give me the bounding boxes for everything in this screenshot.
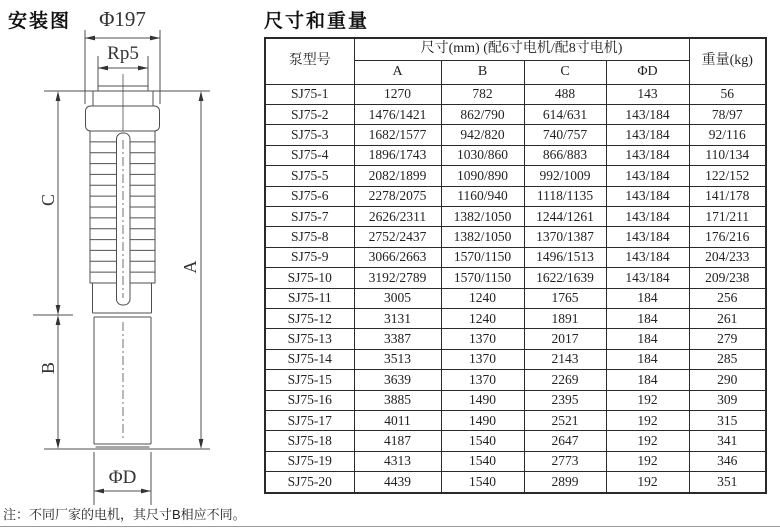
value-cell: 2626/2311: [354, 206, 441, 226]
value-cell: 92/116: [689, 125, 766, 145]
value-cell: 204/233: [689, 247, 766, 267]
model-cell: SJ75-1: [265, 84, 354, 104]
dim-label-c: C: [37, 194, 58, 207]
table-row: [265, 472, 766, 493]
dim-label-thread: Rp5: [107, 43, 139, 64]
value-cell: 2521: [524, 411, 606, 431]
model-cell: SJ75-17: [265, 411, 354, 431]
value-cell: 1540: [441, 431, 524, 451]
value-cell: 2269: [524, 370, 606, 390]
value-cell: 192: [606, 472, 689, 493]
value-cell: 1540: [441, 451, 524, 471]
model-cell: SJ75-8: [265, 227, 354, 247]
value-cell: 309: [689, 390, 766, 410]
value-cell: 782: [441, 84, 524, 104]
value-cell: 171/211: [689, 206, 766, 226]
value-cell: 143/184: [606, 104, 689, 124]
value-cell: 1370: [441, 370, 524, 390]
dim-label-bottom-diameter: ΦD: [108, 467, 137, 488]
dim-label-b: B: [37, 362, 58, 375]
model-cell: SJ75-20: [265, 472, 354, 493]
value-cell: 192: [606, 411, 689, 431]
value-cell: 3131: [354, 308, 441, 328]
value-cell: 1160/940: [441, 186, 524, 206]
model-cell: SJ75-6: [265, 186, 354, 206]
model-cell: SJ75-18: [265, 431, 354, 451]
spec-table: [264, 37, 767, 494]
value-cell: 3639: [354, 370, 441, 390]
table-row: [265, 104, 766, 124]
value-cell: 346: [689, 451, 766, 471]
value-cell: 261: [689, 308, 766, 328]
model-cell: SJ75-12: [265, 308, 354, 328]
model-cell: SJ75-4: [265, 145, 354, 165]
model-cell: SJ75-15: [265, 370, 354, 390]
header-dim-b: B: [441, 60, 524, 84]
value-cell: 1896/1743: [354, 145, 441, 165]
table-row: [265, 227, 766, 247]
value-cell: 3387: [354, 329, 441, 349]
value-cell: 315: [689, 411, 766, 431]
value-cell: 143: [606, 84, 689, 104]
value-cell: 942/820: [441, 125, 524, 145]
value-cell: 992/1009: [524, 166, 606, 186]
value-cell: 1891: [524, 308, 606, 328]
model-cell: SJ75-14: [265, 349, 354, 369]
value-cell: 351: [689, 472, 766, 493]
value-cell: 488: [524, 84, 606, 104]
table-row: [265, 206, 766, 226]
value-cell: 866/883: [524, 145, 606, 165]
value-cell: 78/97: [689, 104, 766, 124]
value-cell: 290: [689, 370, 766, 390]
value-cell: 2143: [524, 349, 606, 369]
value-cell: 184: [606, 288, 689, 308]
value-cell: 184: [606, 370, 689, 390]
model-cell: SJ75-19: [265, 451, 354, 471]
value-cell: 1622/1639: [524, 268, 606, 288]
value-cell: 2752/2437: [354, 227, 441, 247]
value-cell: 143/184: [606, 268, 689, 288]
model-cell: SJ75-10: [265, 268, 354, 288]
dim-label-a: A: [179, 260, 200, 274]
value-cell: 614/631: [524, 104, 606, 124]
table-row: [265, 411, 766, 431]
value-cell: 341: [689, 431, 766, 451]
value-cell: 1118/1135: [524, 186, 606, 206]
model-cell: SJ75-3: [265, 125, 354, 145]
diagram-title: 安装图: [8, 11, 72, 32]
value-cell: 1382/1050: [441, 227, 524, 247]
value-cell: 1496/1513: [524, 247, 606, 267]
value-cell: 143/184: [606, 166, 689, 186]
value-cell: 3005: [354, 288, 441, 308]
value-cell: 2082/1899: [354, 166, 441, 186]
table-row: [265, 390, 766, 410]
header-dim-a: A: [354, 60, 441, 84]
model-cell: SJ75-11: [265, 288, 354, 308]
model-cell: SJ75-16: [265, 390, 354, 410]
value-cell: 1090/890: [441, 166, 524, 186]
value-cell: 1490: [441, 390, 524, 410]
table-row: [265, 145, 766, 165]
dim-label-top-diameter: Φ197: [99, 7, 146, 31]
value-cell: 1240: [441, 308, 524, 328]
value-cell: 4011: [354, 411, 441, 431]
model-cell: SJ75-5: [265, 166, 354, 186]
table-row: [265, 451, 766, 471]
value-cell: 1370: [441, 349, 524, 369]
table-row: [265, 288, 766, 308]
model-cell: SJ75-13: [265, 329, 354, 349]
value-cell: 2773: [524, 451, 606, 471]
value-cell: 1030/860: [441, 145, 524, 165]
value-cell: 192: [606, 431, 689, 451]
value-cell: 1765: [524, 288, 606, 308]
value-cell: 1490: [441, 411, 524, 431]
footnote: 注：不同厂家的电机，其尺寸B相应不同。: [3, 507, 246, 522]
value-cell: 256: [689, 288, 766, 308]
value-cell: 1370/1387: [524, 227, 606, 247]
value-cell: 279: [689, 329, 766, 349]
value-cell: 143/184: [606, 206, 689, 226]
table-row: [265, 349, 766, 369]
value-cell: 143/184: [606, 125, 689, 145]
value-cell: 2647: [524, 431, 606, 451]
value-cell: 143/184: [606, 186, 689, 206]
table-row: [265, 186, 766, 206]
value-cell: 1570/1150: [441, 247, 524, 267]
value-cell: 176/216: [689, 227, 766, 247]
value-cell: 740/757: [524, 125, 606, 145]
value-cell: 110/134: [689, 145, 766, 165]
value-cell: 1370: [441, 329, 524, 349]
value-cell: 3885: [354, 390, 441, 410]
header-dim-d: ΦD: [606, 60, 689, 84]
value-cell: 4187: [354, 431, 441, 451]
header-dim-c: C: [524, 60, 606, 84]
value-cell: 1540: [441, 472, 524, 493]
value-cell: 184: [606, 329, 689, 349]
model-cell: SJ75-2: [265, 104, 354, 124]
value-cell: 862/790: [441, 104, 524, 124]
table-row: [265, 166, 766, 186]
value-cell: 143/184: [606, 247, 689, 267]
value-cell: 184: [606, 308, 689, 328]
value-cell: 1270: [354, 84, 441, 104]
table-row: [265, 308, 766, 328]
value-cell: 1570/1150: [441, 268, 524, 288]
page-divider: [0, 526, 780, 527]
value-cell: 1382/1050: [441, 206, 524, 226]
value-cell: 1244/1261: [524, 206, 606, 226]
value-cell: 122/152: [689, 166, 766, 186]
table-title: 尺寸和重量: [264, 11, 370, 32]
table-row: [265, 431, 766, 451]
value-cell: 3066/2663: [354, 247, 441, 267]
value-cell: 3513: [354, 349, 441, 369]
value-cell: 143/184: [606, 145, 689, 165]
value-cell: 285: [689, 349, 766, 369]
value-cell: 209/238: [689, 268, 766, 288]
value-cell: 4313: [354, 451, 441, 471]
header-model: 泵型号: [265, 38, 354, 84]
value-cell: 56: [689, 84, 766, 104]
value-cell: 184: [606, 349, 689, 369]
value-cell: 2017: [524, 329, 606, 349]
header-weight: 重量(kg): [689, 38, 766, 84]
pump-installation-drawing: [0, 0, 265, 528]
model-cell: SJ75-9: [265, 247, 354, 267]
table-row: [265, 125, 766, 145]
value-cell: 3192/2789: [354, 268, 441, 288]
value-cell: 1240: [441, 288, 524, 308]
value-cell: 2395: [524, 390, 606, 410]
value-cell: 2278/2075: [354, 186, 441, 206]
value-cell: 1476/1421: [354, 104, 441, 124]
value-cell: 2899: [524, 472, 606, 493]
model-cell: SJ75-7: [265, 206, 354, 226]
installation-diagram: [0, 0, 265, 528]
table-row: [265, 247, 766, 267]
value-cell: 192: [606, 451, 689, 471]
value-cell: 1682/1577: [354, 125, 441, 145]
table-row: [265, 370, 766, 390]
table-row: [265, 84, 766, 104]
value-cell: 4439: [354, 472, 441, 493]
table-row: [265, 329, 766, 349]
value-cell: 192: [606, 390, 689, 410]
value-cell: 143/184: [606, 227, 689, 247]
table-row: [265, 268, 766, 288]
value-cell: 141/178: [689, 186, 766, 206]
header-dims-group: 尺寸(mm) (配6寸电机/配8寸电机): [354, 38, 689, 60]
